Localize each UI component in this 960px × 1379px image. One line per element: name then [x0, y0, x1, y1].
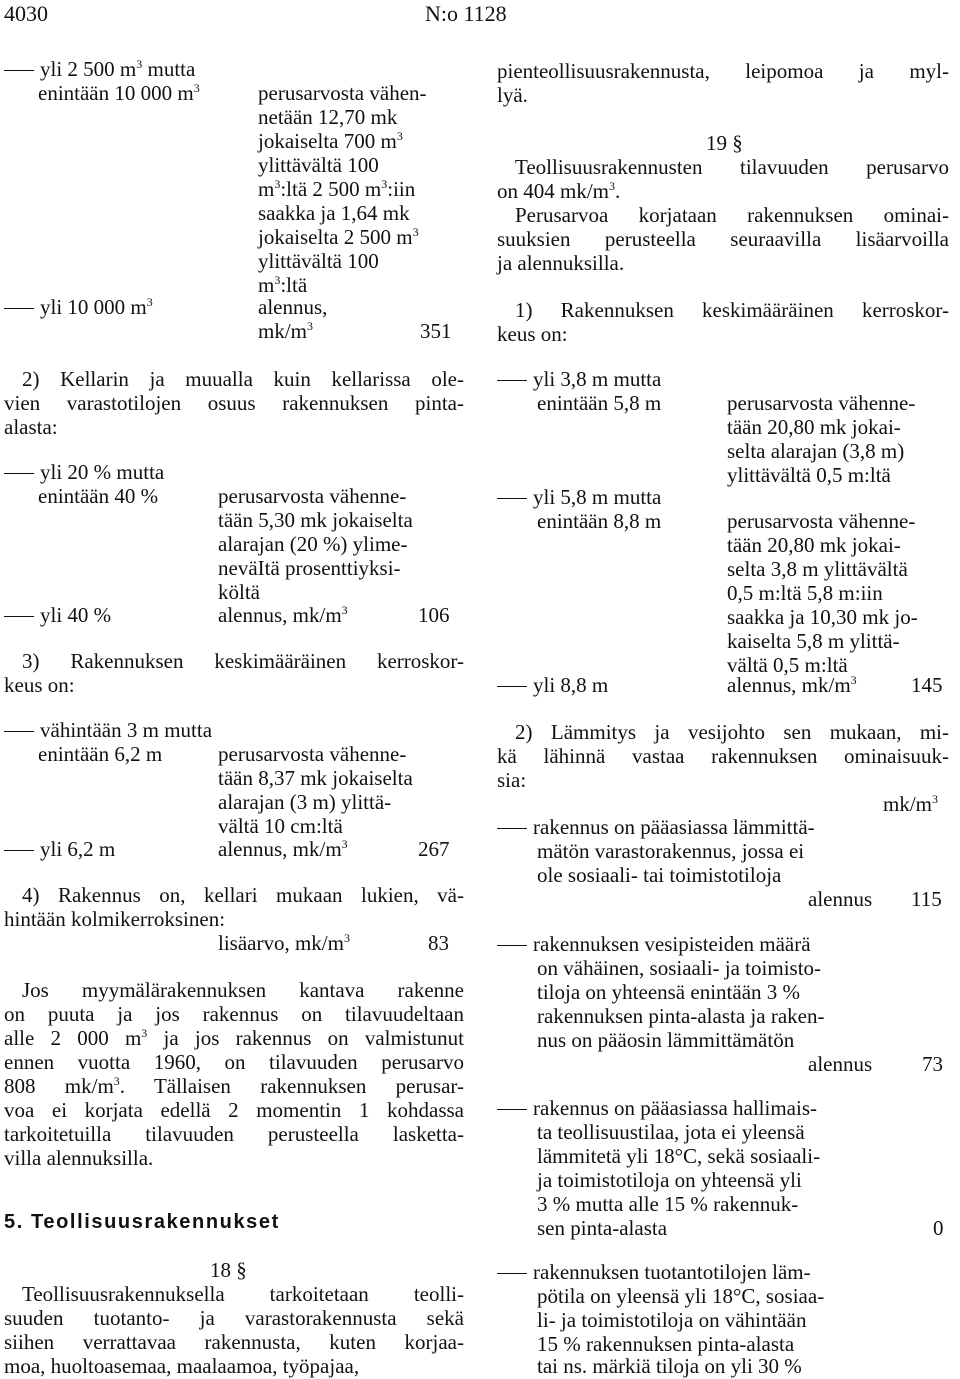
dash-mark	[497, 686, 527, 687]
rt1-row2-desc-2: tään 20,80 mk jokai-	[727, 533, 901, 557]
dash-mark	[497, 380, 527, 381]
p5-line-7: tarkoitetuilla tilavuuden perusteella lasketta-	[4, 1122, 464, 1146]
p2-line-2: vien varastotilojen osuus rakennuksen pinta-	[4, 391, 464, 415]
rt2-item2-label: alennus	[808, 1052, 873, 1076]
p4-line-2: hintään kolmikerroksinen:	[4, 907, 226, 931]
r-p1-line-2: keus on:	[497, 322, 568, 346]
s19-line-2: on 404 $mk/m^3$.	[497, 179, 621, 203]
t1-row1-desc-4: ylittävältä 100	[258, 153, 379, 177]
s18-line-4: moa, huoltoasemaa, maalaamoa, työpajaa,	[4, 1354, 360, 1378]
rt2-item3-line-1: rakennus on pääasiassa hallimais-	[497, 1097, 817, 1121]
p5-line-6: voa ei korjata edellä 2 momentin 1 kohdassa	[4, 1098, 464, 1122]
s18-line-3: siihen verrattavaa rakennusta, kuten korjaa-	[4, 1330, 464, 1354]
s18-heading: 18 §	[210, 1258, 247, 1282]
dash-mark	[4, 850, 34, 851]
t2-row1-desc-2: tään 5,30 mk jokaiselta	[218, 508, 413, 532]
rt1-row1-desc-1: perusarvosta vähenne-	[727, 391, 916, 415]
p5-line-5: 808 $mk/m^3$. Tällaisen rakennuksen perusar-	[4, 1074, 464, 1098]
dash-mark	[497, 1273, 527, 1274]
p5-line-8: villa alennuksilla.	[4, 1146, 154, 1170]
t1-row1-desc-8: ylittävältä 100	[258, 249, 379, 273]
rt1-row1-desc-2: tään 20,80 mk jokai-	[727, 415, 901, 439]
rt2-item2-line-3: tiloja on yhteensä enintään 3 %	[537, 980, 801, 1004]
dash-mark	[4, 308, 34, 309]
t1-row2-label: yli 10 000 $m^3$	[4, 296, 153, 320]
page-number: 4030	[4, 1, 48, 26]
s19-line-3: Perusarvoa korjataan rakennuksen ominai-	[515, 203, 949, 227]
rt2-item1-value: 115	[911, 887, 942, 911]
t3-row1-desc-2: tään 8,37 mk jokaiselta	[218, 766, 413, 790]
rt2-item4-line-4: 15 % rakennuksen pinta-alasta	[537, 1332, 795, 1356]
p4-line-1: 4) Rakennus on, kellari mukaan lukien, vä-	[22, 883, 464, 907]
t1-row1-desc-5: $m^3:ltä$ 2 500 $m^3:iin$	[258, 177, 416, 201]
s19-line-4: suuksien perusteella seuraavilla lisäarvoilla	[497, 227, 949, 251]
t2-row1-label: yli 20 % mutta	[4, 461, 164, 485]
t1-row1-label: yli 2 500 $m^3$ mutta	[4, 58, 195, 82]
rt2-item2-value: 73	[922, 1052, 943, 1076]
p4-value: 83	[428, 931, 449, 955]
rt2-item2-line-1: rakennuksen vesipisteiden määrä	[497, 933, 811, 957]
dash-mark	[4, 616, 34, 617]
s19-line-1: Teollisuusrakennusten tilavuuden perusarvo	[515, 155, 949, 179]
dash-mark	[497, 1109, 527, 1110]
t1-row1-desc-6: saakka ja 1,64 mk	[258, 201, 410, 225]
p2-line-3: alasta:	[4, 415, 58, 439]
rt2-item3-line-6: sen pinta-alasta	[537, 1216, 668, 1240]
p5-line-3: alle 2 000 $m^3$ ja jos rakennus on valmistunut	[4, 1026, 464, 1050]
rt2-item3-line-2: ta teollisuustilaa, jota ei yleensä	[537, 1120, 805, 1144]
rt2-item4-line-1: rakennuksen tuotantotilojen läm-	[497, 1261, 811, 1285]
t3-row1-desc-4: vältä 10 cm:ltä	[218, 814, 343, 838]
t1-row1-desc-2: netään 12,70 mk	[258, 105, 398, 129]
rt2-item2-line-4: rakennuksen pinta-alasta ja raken-	[537, 1004, 825, 1028]
p4-line-3: lisäarvo, $mk/m^3$	[218, 931, 350, 955]
s19-heading: 19 §	[706, 131, 743, 155]
s18-line-1: Teollisuusrakennuksella tarkoitetaan teolli-	[22, 1282, 464, 1306]
rt1-row1-desc-4: ylittävältä 0,5 m:ltä	[727, 463, 891, 487]
cont-line-1: pienteollisuusrakennusta, leipomoa ja myl-	[497, 59, 949, 83]
rt2-item3-line-3: lämmitetä yli 18°C, sekä sosiaali-	[537, 1144, 821, 1168]
r-p2-line-1: 2) Lämmitys ja vesijohto sen mukaan, mi-	[515, 720, 949, 744]
t2-row2-desc: alennus, $mk/m^3$	[218, 603, 348, 627]
rt1-row3-desc: alennus, $mk/m^3$	[727, 673, 857, 697]
p5-line-4: ennen vuotta 1960, on tilavuuden perusarvo	[4, 1050, 464, 1074]
rt1-row2-desc-5: saakka ja 10,30 mk jo-	[727, 605, 918, 629]
t1-row2-desc-2: $mk/m^3$	[258, 319, 314, 343]
rt1-row2-desc-1: perusarvosta vähenne-	[727, 509, 916, 533]
rt1-row1-label-2: enintään 5,8 m	[537, 391, 662, 415]
r-p2-line-3: sia:	[497, 768, 527, 792]
rt1-row2-desc-6: kaiselta 5,8 m ylittä-	[727, 629, 900, 653]
r-p2-line-2: kä lähinnä vastaa rakennuksen ominaisuuk-	[497, 744, 949, 768]
p5-line-2: on puuta ja jos rakennus on tilavuudeltaan	[4, 1002, 464, 1026]
dash-mark	[4, 731, 34, 732]
rt2-item1-line-3: ole sosiaali- tai toimistotiloja	[537, 863, 782, 887]
r-p2-unit: $mk/m^3$	[883, 792, 939, 816]
t3-row1-desc-3: alarajan (3 m) ylittä-	[218, 790, 392, 814]
t2-row2-label: yli 40 %	[4, 604, 111, 628]
rt1-row3-value: 145	[911, 673, 943, 697]
rt2-item3-line-5: 3 % mutta alle 15 % rakennuk-	[537, 1192, 799, 1216]
t1-row2-value: 351	[420, 319, 452, 343]
t3-row2-label: yli 6,2 m	[4, 838, 115, 862]
t1-row1-label-2: enintään 10 000 $m^3$	[38, 81, 200, 105]
t1-row1-desc-3: jokaiselta 700 $m^3$	[258, 129, 403, 153]
t2-row1-desc-5: költä	[218, 580, 260, 604]
rt2-item2-line-5: nus on pääosin lämmittämätön	[537, 1028, 795, 1052]
s18-line-2: suuden tuotanto- ja varastorakennusta sekä	[4, 1306, 464, 1330]
s19-line-5: ja alennuksilla.	[497, 251, 625, 275]
t2-row1-desc-4: neväItä prosenttiyksi-	[218, 556, 401, 580]
t1-row1-desc-1: perusarvosta vähen-	[258, 81, 427, 105]
r-p1-line-1: 1) Rakennuksen keskimääräinen kerroskor-	[515, 298, 949, 322]
t3-row2-value: 267	[418, 837, 450, 861]
dash-mark	[4, 473, 34, 474]
rt2-item1-line-2: mätön varastorakennus, jossa ei	[537, 839, 805, 863]
t3-row1-desc-1: perusarvosta vähenne-	[218, 742, 407, 766]
rt2-item3-line-4: ja toimistotiloja on yhteensä yli	[537, 1168, 802, 1192]
rt2-item1-line-1: rakennus on pääasiassa lämmittä-	[497, 816, 815, 840]
rt2-item2-line-2: on vähäinen, sosiaali- ja toimisto-	[537, 956, 822, 980]
rt2-item4-line-2: pötila on yleensä yli 18°C, sosiaa-	[537, 1284, 825, 1308]
rt1-row1-desc-3: selta alarajan (3,8 m)	[727, 439, 905, 463]
dash-mark	[497, 828, 527, 829]
t1-row1-desc-9: $m^3:ltä$	[258, 273, 308, 297]
rt1-row2-desc-3: selta 3,8 m ylittävältä	[727, 557, 908, 581]
t2-row1-desc-1: perusarvosta vähenne-	[218, 484, 407, 508]
issue-number: N:o 1128	[425, 1, 507, 26]
t2-row2-value: 106	[418, 603, 450, 627]
rt1-row2-label: yli 5,8 m mutta	[497, 486, 661, 510]
t2-row1-label-2: enintään 40 %	[38, 484, 159, 508]
rt1-row2-label-2: enintään 8,8 m	[537, 509, 662, 533]
rt2-item1-label: alennus	[808, 887, 873, 911]
t2-row1-desc-3: alarajan (20 %) ylime-	[218, 532, 408, 556]
rt1-row2-desc-4: 0,5 m:ltä 5,8 m:iin	[727, 581, 883, 605]
rt2-item4-line-5: tai ns. märkiä tiloja on yli 30 %	[537, 1354, 802, 1378]
p3-line-1: 3) Rakennuksen keskimääräinen kerroskor-	[22, 649, 464, 673]
p5-line-1: Jos myymälärakennuksen kantava rakenne	[22, 978, 464, 1002]
rt2-item4-line-3: li- ja toimistotiloja on vähintään	[537, 1308, 807, 1332]
t3-row1-label: vähintään 3 m mutta	[4, 719, 212, 743]
dash-mark	[497, 498, 527, 499]
t1-row1-desc-7: jokaiselta 2 500 $m^3$	[258, 225, 419, 249]
cont-line-2: lyä.	[497, 83, 528, 107]
p3-line-2: keus on:	[4, 673, 75, 697]
section-heading: 5. Teollisuusrakennukset	[4, 1211, 280, 1233]
p2-line-1: 2) Kellarin ja muualla kuin kellarissa ole-	[22, 367, 464, 391]
rt2-item3-value: 0	[933, 1216, 944, 1240]
rt1-row3-label: yli 8,8 m	[497, 674, 608, 698]
t3-row2-desc: alennus, $mk/m^3$	[218, 837, 348, 861]
dash-mark	[497, 945, 527, 946]
rt1-row1-label: yli 3,8 m mutta	[497, 368, 661, 392]
t1-row2-desc-1: alennus,	[258, 295, 328, 319]
rt1-row2-desc-7: vältä 0,5 m:ltä	[727, 653, 848, 677]
dash-mark	[4, 70, 34, 71]
t3-row1-label-2: enintään 6,2 m	[38, 742, 163, 766]
